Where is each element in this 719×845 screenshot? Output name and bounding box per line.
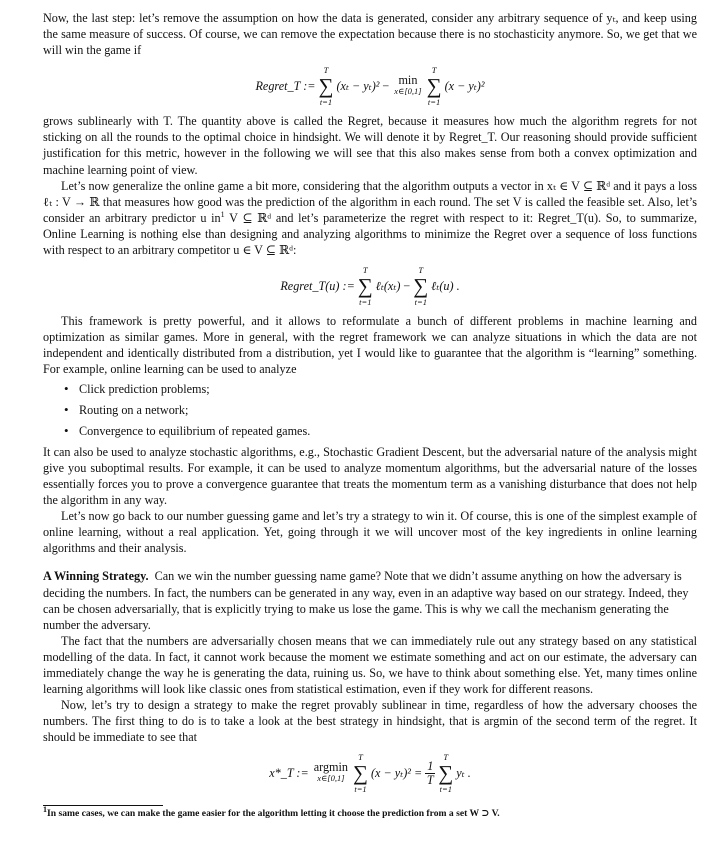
list-item: • Click prediction problems; [43, 381, 697, 397]
footnote-ref: 1 [220, 209, 225, 219]
eq3-term-1: (x − yₜ)² = [371, 766, 423, 781]
list-item: • Convergence to equilibrium of repeated games. [43, 423, 697, 439]
eq2-lhs: Regret_T(u) := [280, 279, 355, 294]
eq1-lhs: Regret_T := [255, 79, 316, 94]
equation-argmin [43, 749, 697, 797]
equation-regret-u [43, 262, 697, 310]
equation-regret [43, 62, 697, 110]
eq1-minus: − [382, 79, 390, 94]
paper-page: Now, the last step: let’s remove the assumption on how the data is generated, consider any arbitrary sequence of yₜ, and keep using the same measure of success. Of course, we can remove the expectation because there is no stochasticity anymore. So, we get that we will win the game if Regret_T := T ∑ t=1 (xₜ − yₜ)² − min x∈[0,1] T ∑ t=1 (x − yₜ)² grows sublinearly with T. The quantity above is called the Regret, because it measures how much the algorithm regrets for not sticking on all the rounds to the optimal choice in hindsight. We will denote it by Regret_T. Our reasoning should provide sufficient justification for this metric, however in the following we will see that this also makes sense from both a convex optimization and machine learning point of view. Let’s now generalize the online game a bit more, considering that the algorithm outputs a vector in xₜ ∈ V ⊆ ℝᵈ and it pays a loss ℓₜ : V → ℝ that measures how good was the prediction of the algorithm in each round. The set V is called the feasible set. Also, let’s consider an arbitrary predictor u $in^1$ V ⊆ ℝᵈ and let’s parameterize the regret with respect to it: Regret_T(u). So, to summarize, Online Learning is nothing else than designing and analyzing algorithms to minimize the Regret over a sequence of loss functions with respect to an arbitrary competitor u ∈ V ⊆ ℝᵈ: Regret_T(u) := T ∑ t=1 ℓₜ(xₜ) − T ∑ t=1 ℓₜ(u) . This framework is pretty powerful, and it allows to reformulate a bunch of different problems in machine learning and optimization as similar games. More in general, with the regret framework we can analyze situations in which the data are not independent and identically distributed from a distribution, yet I would like to guarantee that the algorithm is “learning” something. For example, online learning can be used to analyze • Click prediction problems; • Routing on a network; • Convergence to equilibrium of repeated games. It can also be used to analyze stochastic algorithms, e.g., Stochastic Gradient Descent, but the adversarial nature of the analysis might give you suboptimal results. For example, it can be used to analyze momentum algorithms, but the adversarial nature of the losses essentially forces you to prove a convergence guarantee that treats the momentum term as a vanishing disturbance that does not help the algorithm in any way. Let’s now go back to our number guessing game and let’s try a strategy to win it. Of course, this is one of the simplest example of online learning, without a real application. Yet, going through it we will uncover most of the key ingredients in online learning algorithms and their analysis. A Winning Strategy. Can we win the number guessing name game? Note that we didn’t assume anything on how the adversary is deciding the numbers. In fact, the numbers can be generated in any way, even in an adaptive way based on our strategy. Indeed, they can be chosen adversarially, that is explicitly trying to make us lose the game. This is why we call the mechanism generating the number the adversary. The fact that the numbers are adversarially chosen means that we can immediately rule out any strategy based on any statistical modelling of the data. In fact, it cannot work because the moment we estimate something and act on our estimate, the adversary can immediately change the way he is generating the data, ruining us. So, we have to think about something else. Yet, many times online learning algorithms will look like classic ones from statistical estimation, even if they work for different reasons. Now, let’s try to design a strategy to make the regret provably sublinear in time, regardless of how the adversary chooses the numbers. The first thing to do is to take a look at the best strategy in hindsight, that is argmin of the second term of the regret. It should be immediate to see that x*_T := argmin x∈[0,1] T ∑ t=1 (x − yₜ)² = $\frac{1}{T}$ T ∑ t=1 yₜ . $^1$In same cases, we can make the game easier for the algorithm letting it choose the prediction from a set W ⊃ V. [43, 10, 697, 820]
list-item: • Routing on a network; [43, 402, 697, 418]
paragraph-4: This framework is pretty powerful, and it allows to reformulate a bunch of different problems in machine learning and optimization as similar games. More in general, with the regret framework we can analyze situations in which the data are not independent and identically distributed from a distribution, yet I would like to guarantee that the algorithm is “learning” something. For example, online learning can be used to analyze [43, 314, 697, 377]
eq1-min: min x∈[0,1] [394, 73, 422, 97]
eq1-term-2: (x − yₜ)² [444, 79, 485, 94]
footnote: $^1$In same cases, we can make the game easier for the algorithm letting it choose the prediction from a set W ⊃ V. [43, 805, 500, 820]
eq3-lhs: x*_T := [269, 766, 309, 781]
eq2-term-1: ℓₜ(xₜ) [375, 279, 401, 294]
eq3-sum-2: T ∑ t=1 [438, 752, 454, 795]
eq1-term-1: (xₜ − yₜ)² [336, 79, 380, 94]
paragraph-3: Let’s now generalize the online game a bit more, considering that the algorithm outputs a vector in xₜ ∈ V ⊆ ℝᵈ and it pays a loss ℓₜ : V → ℝ that measures how good was the prediction of the algorithm in each round. The set V is called the feasible set. Also, let’s consider an arbitrary predictor u $in^1$ V ⊆ ℝᵈ and let’s parameterize the regret with respect to it: Regret_T(u). So, to summarize, Online Learning is nothing else than designing and analyzing algorithms to minimize the Regret over a sequence of loss functions with respect to an arbitrary competitor u ∈ V ⊆ ℝᵈ: [43, 178, 697, 258]
bullet-list [43, 381, 697, 439]
eq2-term-2: ℓₜ(u) . [431, 279, 460, 294]
paragraph-8: The fact that the numbers are adversarially chosen means that we can immediately rule out any strategy based on any statistical modelling of the data. In fact, it cannot work because the moment we estimate something and act on our estimate, the adversary can immediately change the way he is generating the data, ruining us. So, we have to think about something else. Yet, many times online learning algorithms will look like classic ones from statistical estimation, even if they work for different reasons. [43, 633, 697, 697]
paragraph-9: Now, let’s try to design a strategy to make the regret provably sublinear in time, regardless of how the adversary chooses the numbers. The first thing to do is to take a look at the best strategy in hindsight, that is argmin of the second term of the regret. It should be immediate to see that [43, 698, 697, 745]
paragraph-5: It can also be used to analyze stochastic algorithms, e.g., Stochastic Gradient Descent, but the adversarial nature of the analysis might give you suboptimal results. For example, it can be used to analyze momentum algorithms, but the adversarial nature of the losses essentially forces you to prove a convergence guarantee that treats the momentum term as a vanishing disturbance that does not help the algorithm in any way. [43, 444, 697, 508]
paragraph-2: grows sublinearly with T. The quantity above is called the Regret, because it measures how much the algorithm regrets for not sticking on all the rounds to the optimal choice in hindsight. We will denote it by Regret_T. Our reasoning should provide sufficient justification for this metric, however in the following we will see that this also makes sense from both a convex optimization and machine learning point of view. [43, 114, 697, 177]
eq1-sum-2: T ∑ t=1 [426, 65, 442, 108]
section-title: A Winning Strategy. [43, 569, 149, 584]
footnote-rule [43, 805, 163, 806]
eq1-sum-1: T ∑ t=1 [318, 65, 334, 108]
eq3-fraction: $\frac{1}{T}$ [426, 758, 434, 787]
paragraph-1: Now, the last step: let’s remove the assumption on how the data is generated, consider any arbitrary sequence of yₜ, and keep using the same measure of success. Of course, we can remove the expectation because there is no stochasticity anymore. So, we get that we will win the game if [43, 11, 697, 58]
eq3-argmin: argmin x∈[0,1] [313, 760, 349, 784]
paragraph-6: Let’s now go back to our number guessing game and let’s try a strategy to win it. Of course, this is one of the simplest example of online learning, without a real application. Yet, going through it we will uncover most of the key ingredients in online learning algorithms and their analysis. [43, 509, 697, 556]
eq3-sum-1: T ∑ t=1 [353, 752, 368, 795]
eq2-minus: − [403, 279, 411, 294]
eq3-term-2: yₜ . [456, 766, 471, 781]
eq2-sum-1: T ∑ t=1 [357, 265, 373, 308]
eq2-sum-2: T ∑ t=1 [413, 265, 429, 308]
